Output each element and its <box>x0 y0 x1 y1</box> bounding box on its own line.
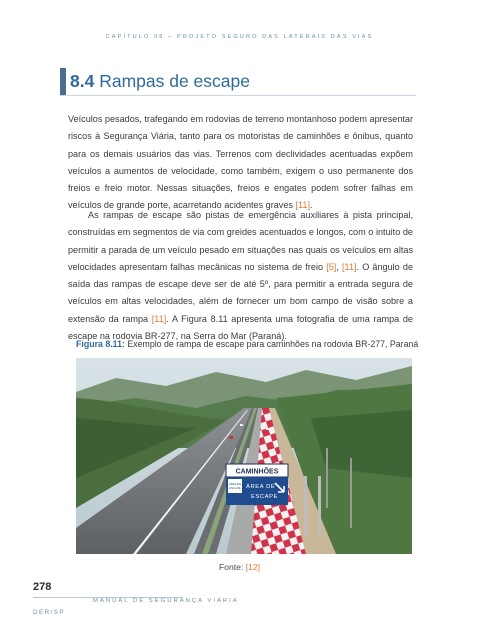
citation-link[interactable]: [11] <box>295 200 310 211</box>
citation-link[interactable]: [11] <box>342 261 357 272</box>
sign-small-text-2: ESCAPE <box>229 486 241 490</box>
paragraph-2-text: As rampas de escape são pistas de emergência auxiliares à pista principal, construídas em segmentos de via com greides acentuados e longos, com o intuito de permitir a parada de um veículo pesado em situações nas quais os veículos em altas velocidades apresentam falhas mecânicas no sistema de freio <box>68 210 413 272</box>
sign-main-text-2: ESCAPE <box>251 494 279 500</box>
lamp-post <box>326 448 328 508</box>
paragraph-2-text-cont: . O ângulo de saída das rampas de escape deve ser de até 5º, para permitir a entrada segura de veículos em altas velocidades, além de fornecer um bom campo de visão sobre a extensão da rampa <box>68 261 413 324</box>
section-title <box>70 71 250 92</box>
paragraph-1 <box>68 111 413 215</box>
figure-caption-text: Exemplo de rampa de escape para caminhões na rodovia BR-277, Paraná <box>124 339 419 349</box>
sign-main-text-1: ÁREA DE <box>246 484 276 490</box>
citation-link[interactable]: [5] <box>326 261 337 272</box>
sign-top-text: CAMINHÕES <box>235 468 279 476</box>
figure-label: Figura 8.11: <box>76 339 125 349</box>
section-title-text: Rampas de escape <box>99 71 250 91</box>
paragraph-2-end: . A Figura 8.11 apresenta uma fotografia de uma rampa de escape na rodovia BR-277, na Serra do Mar (Paraná). <box>68 313 413 342</box>
page-number: 278 <box>33 581 52 593</box>
figure-source <box>0 562 479 572</box>
sign-post <box>318 476 321 536</box>
section-accent-bar <box>60 68 66 95</box>
figure-caption <box>76 339 418 349</box>
paragraph-1-end: . <box>310 200 313 211</box>
section-heading <box>60 68 416 96</box>
sign-small-text-1: ÁREA DE <box>228 482 242 486</box>
vehicle-white <box>240 424 243 426</box>
paragraph-2-separator: , <box>336 261 343 272</box>
paragraph-1-text: Veículos pesados, trafegando em rodovias de terreno montanhoso podem apresentar riscos à Segurança Viária, tanto para os motoristas de caminhões e ônibus, quanto para os demais usuários das vias. Terrenos com declividades acentuadas expõem veículos a aumentos de velocidade, como também, exigem o uso permanente dos freios e freio motor. Nessas situações, freios e engates podem sofrer falhas em veículos de grande porte, acarretando acidentes graves <box>68 114 413 211</box>
lamp-post <box>350 458 352 528</box>
photo-illustration <box>76 358 412 554</box>
running-head: CAPÍTULO 08 – PROJETO SEGURO DAS LATERAIS DAS VIAS <box>105 34 374 40</box>
publisher-logo: DER/SP <box>33 609 66 616</box>
escape-ramp-photo <box>76 358 412 554</box>
source-citation[interactable]: [12] <box>245 562 261 572</box>
citation-link[interactable]: [11] <box>151 313 167 324</box>
footer-title: MANUAL DE SEGURANÇA VIÁRIA <box>93 598 239 604</box>
source-label: Fonte: <box>218 562 246 572</box>
vehicle-red <box>229 436 233 439</box>
sign-post <box>304 476 307 536</box>
paragraph-2 <box>68 207 413 345</box>
section-number: 8.4 <box>70 71 95 91</box>
vehicle-ramp <box>266 428 269 430</box>
